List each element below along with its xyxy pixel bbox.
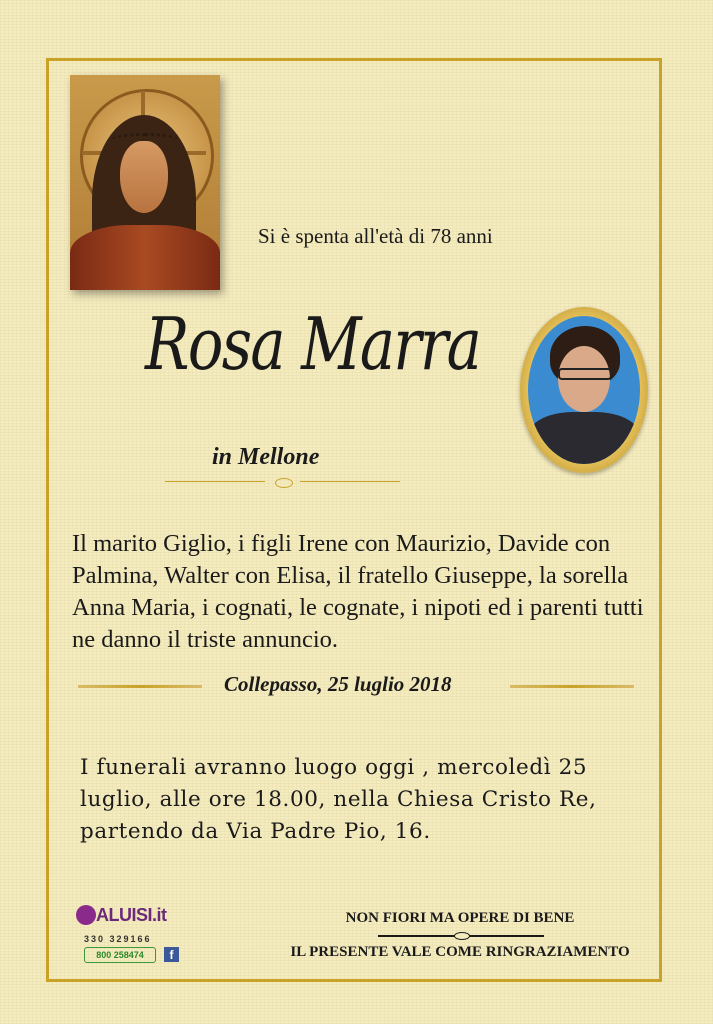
deceased-portrait: [528, 316, 640, 464]
left-divider: [78, 685, 202, 688]
deceased-name: Rosa Marra: [145, 302, 481, 386]
agency-logo-icon: [76, 905, 96, 925]
age-line: Si è spenta all'età di 78 anni: [258, 224, 493, 248]
christ-icon-image: [70, 75, 220, 290]
place-date-row: [78, 672, 634, 700]
footer-no-flowers: NON FIORI MA OPERE DI BENE: [345, 910, 575, 926]
right-divider: [510, 685, 634, 688]
crown-of-thorns: [110, 133, 180, 148]
toll-free-number: 800 258474: [84, 947, 156, 963]
glasses-icon: [558, 368, 612, 380]
agency-logo[interactable]: [76, 905, 186, 967]
name-ornament: [165, 478, 400, 486]
portrait-oval-frame: [520, 307, 648, 473]
agency-phone: 330 329166: [84, 934, 152, 944]
agency-name: ALUISI.it: [96, 905, 167, 925]
announcement-text: Il marito Giglio, i figli Irene con Maurizio, Davide con Palmina, Walter con Elisa, il fratello Giuseppe, la sorella Anna Maria, i cognati, le cognate, i nipoti ed i parenti tutti ne danno il triste annuncio.: [72, 530, 644, 653]
footer-thanks: IL PRESENTE VALE COME RINGRAZIAMENTO: [290, 944, 630, 960]
place-date: Collepasso, 25 luglio 2018: [224, 672, 452, 696]
facebook-icon[interactable]: f: [164, 947, 179, 962]
funeral-details: I funerali avranno luogo oggi , mercoledì 25 luglio, alle ore 18.00, nella Chiesa Cristo Re, partendo da Via Padre Pio, 16.: [80, 755, 597, 844]
married-name: in Mellone: [212, 444, 320, 470]
footer-divider: [378, 935, 544, 937]
